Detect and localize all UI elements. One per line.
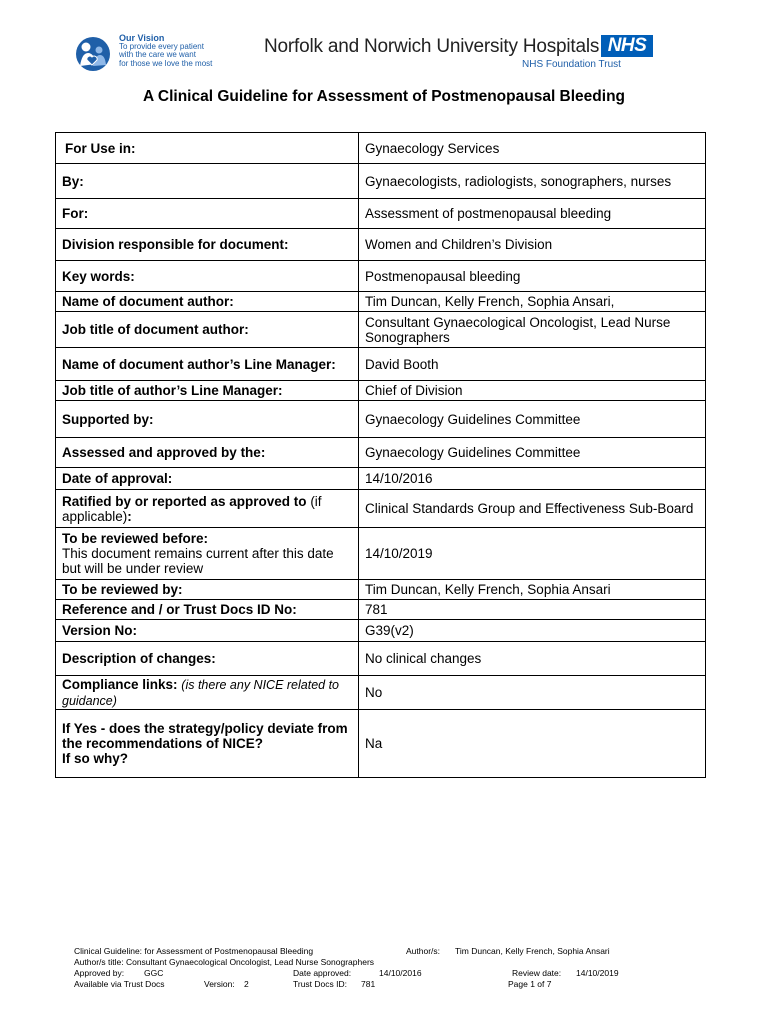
table-row: [56, 580, 706, 600]
row-value: Chief of Division: [359, 381, 706, 401]
footer-version-label: Version:: [204, 979, 235, 989]
table-row: [56, 468, 706, 490]
footer-page-number: Page 1 of 7: [508, 979, 552, 989]
footer-trust-docs-label: Trust Docs ID:: [293, 979, 347, 989]
row-label: To be reviewed by:: [56, 580, 359, 600]
table-row: [56, 710, 706, 778]
row-label: For Use in:: [56, 133, 359, 164]
row-label: Key words:: [56, 261, 359, 292]
table-row: [56, 490, 706, 528]
row-label: Reference and / or Trust Docs ID No:: [56, 600, 359, 620]
table-row: [56, 164, 706, 199]
row-value: Consultant Gynaecological Oncologist, Lead Nurse Sonographers: [359, 312, 706, 348]
vision-line: for those we love the most: [119, 58, 213, 68]
row-value: Gynaecology Services: [359, 133, 706, 164]
table-row: [56, 261, 706, 292]
footer-review-date-label: Review date:: [512, 968, 562, 978]
nhs-logo: NHS: [601, 35, 653, 57]
row-value: Clinical Standards Group and Effectiveness Sub-Board: [359, 490, 706, 528]
row-value: Tim Duncan, Kelly French, Sophia Ansari: [359, 580, 706, 600]
row-value: Postmenopausal bleeding: [359, 261, 706, 292]
row-label: Ratified by or reported as approved to (if applicable):: [56, 490, 359, 528]
footer-date-approved: 14/10/2016: [379, 968, 422, 978]
row-value: Gynaecology Guidelines Committee: [359, 401, 706, 438]
row-value: G39(v2): [359, 620, 706, 642]
table-row: [56, 292, 706, 312]
row-label: For:: [56, 199, 359, 229]
footer-authors: Tim Duncan, Kelly French, Sophia Ansari: [455, 946, 610, 956]
table-row: [56, 133, 706, 164]
footer-author-title: Author/s title: Consultant Gynaecological Oncologist, Lead Nurse Sonographers: [74, 957, 375, 967]
footer-approved-by-label: Approved by:: [74, 968, 125, 978]
trust-label: NHS Foundation Trust: [522, 59, 621, 70]
footer-date-approved-label: Date approved:: [293, 968, 352, 978]
row-label: Version No:: [56, 620, 359, 642]
vision-line: with the care we want: [119, 50, 196, 59]
footer-version: 2: [244, 979, 249, 989]
row-label: Name of document author:: [56, 292, 359, 312]
row-value: No clinical changes: [359, 642, 706, 676]
document-header: [0, 0, 768, 80]
footer-available: Available via Trust Docs: [74, 979, 165, 989]
table-row: [56, 676, 706, 710]
table-row: [56, 528, 706, 580]
row-label: To be reviewed before: This document remains current after this date but will be under review: [56, 528, 359, 580]
table-row: [56, 312, 706, 348]
row-value: No: [359, 676, 706, 710]
page-title: A Clinical Guideline for Assessment of Postmenopausal Bleeding: [142, 88, 626, 105]
row-label: Supported by:: [56, 401, 359, 438]
footer-trust-docs-id: 781: [361, 979, 376, 989]
row-label: Job title of document author:: [56, 312, 359, 348]
table-row: [56, 348, 706, 381]
row-label: Date of approval:: [56, 468, 359, 490]
row-value: Gynaecology Guidelines Committee: [359, 438, 706, 468]
row-value: Na: [359, 710, 706, 778]
footer-authors-label: Author/s:: [406, 946, 441, 956]
our-vision-text: [119, 34, 212, 68]
row-value: 781: [359, 600, 706, 620]
table-row: [56, 600, 706, 620]
vision-heading: Our Vision: [119, 33, 165, 43]
footer-approved-by: GGC: [144, 968, 164, 978]
footer-guideline: Clinical Guideline: for Assessment of Postmenopausal Bleeding: [74, 946, 314, 956]
row-value: 14/10/2019: [359, 528, 706, 580]
row-label: Compliance links: (is there any NICE related to guidance): [56, 676, 359, 710]
vision-line: To provide every patient: [119, 41, 204, 51]
row-label: Job title of author’s Line Manager:: [56, 381, 359, 401]
row-value: Women and Children’s Division: [359, 229, 706, 261]
document-control-table: [55, 132, 706, 778]
table-row: [56, 199, 706, 229]
document-footer: [74, 946, 714, 990]
our-vision-logo-icon: [72, 36, 114, 72]
row-label: Assessed and approved by the:: [56, 438, 359, 468]
row-value: Tim Duncan, Kelly French, Sophia Ansari,: [359, 292, 706, 312]
row-label: If Yes - does the strategy/policy deviate from the recommendations of NICE? If so why?: [56, 710, 359, 778]
table-row: [56, 381, 706, 401]
table-row: [56, 229, 706, 261]
footer-review-date: 14/10/2019: [576, 968, 619, 978]
row-label: Description of changes:: [56, 642, 359, 676]
table-row: [56, 620, 706, 642]
row-value: Gynaecologists, radiologists, sonographers, nurses: [359, 164, 706, 199]
table-row: [56, 438, 706, 468]
row-label: Name of document author’s Line Manager:: [56, 348, 359, 381]
table-row: [56, 642, 706, 676]
row-value: 14/10/2016: [359, 468, 706, 490]
row-label: Division responsible for document:: [56, 229, 359, 261]
row-value: Assessment of postmenopausal bleeding: [359, 199, 706, 229]
row-value: David Booth: [359, 348, 706, 381]
row-label: By:: [56, 164, 359, 199]
table-row: [56, 401, 706, 438]
organisation-name: Norfolk and Norwich University Hospitals: [264, 36, 600, 57]
